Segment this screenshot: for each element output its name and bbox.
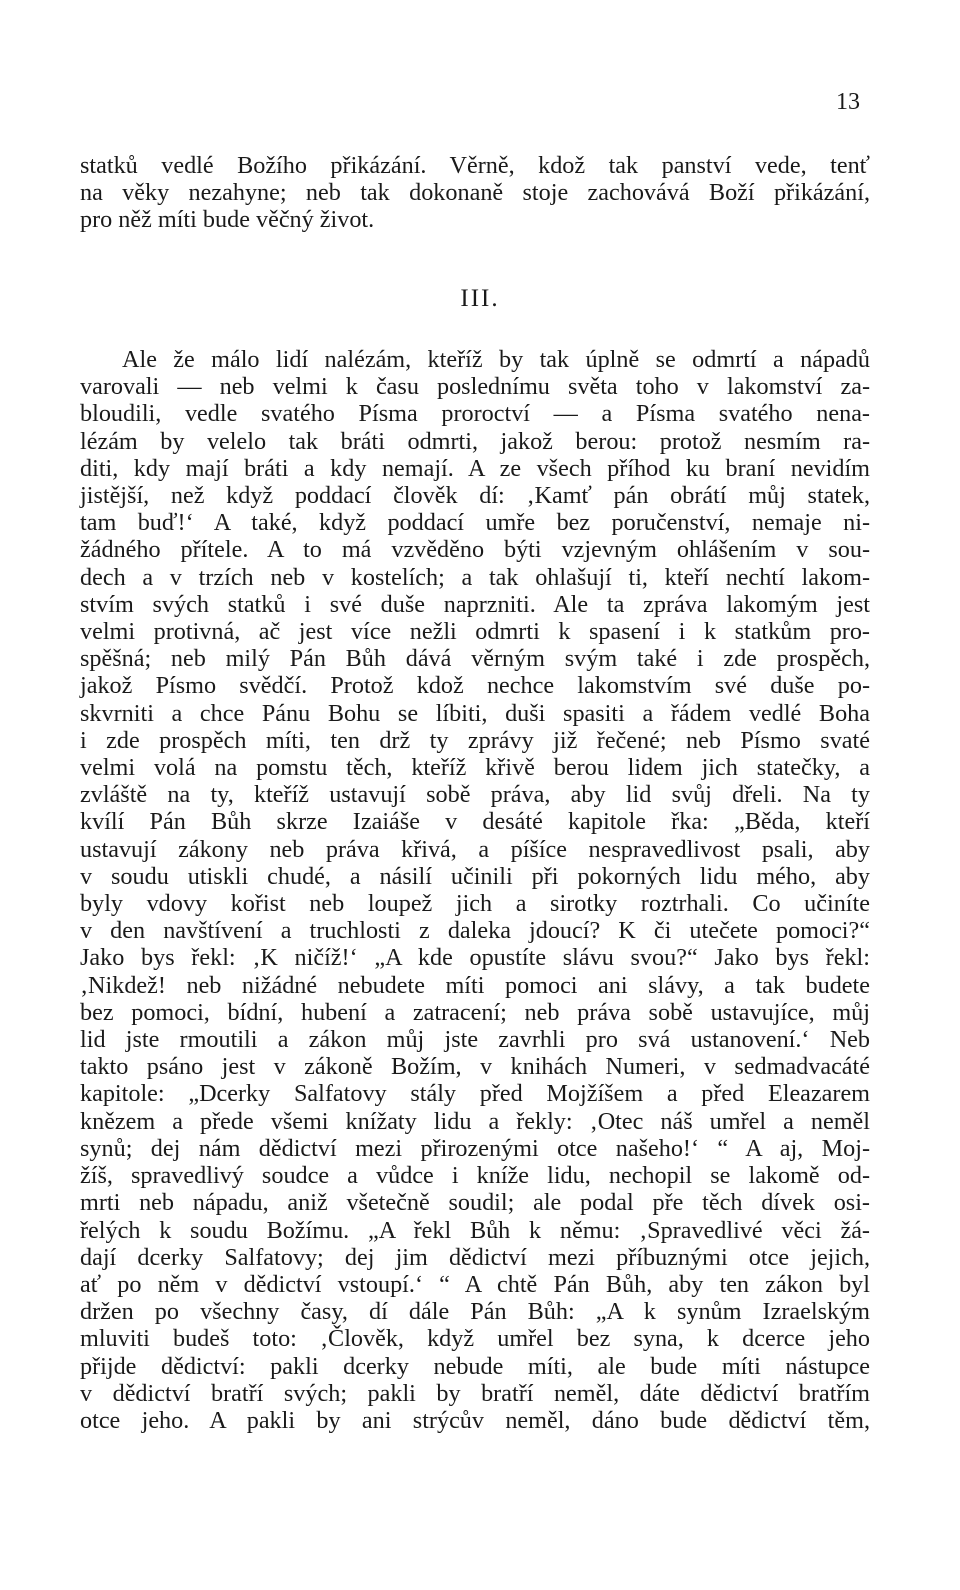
text-line: i zde prospěch míti, ten drž ty zprávy již řečené; neb Písmo svaté [80,726,870,754]
text-line: na věky nezahyne; neb tak dokonaně stoje zachovává Boží přikázání, [80,179,870,207]
text-line: zvláště na ty, kteříž ustavují sobě práva, aby lid svůj dřeli. Na ty [80,781,870,809]
text-line: pro něž míti bude věčný život. [80,206,375,234]
intro-paragraph [80,152,870,234]
text-line: varovali — neb velmi k času poslednímu světa toho v lakomství za- [80,373,870,401]
text-line: mluviti budeš toto: ‚Člověk, když umřel bez syna, k dcerce jeho [80,1325,870,1353]
text-line: Ale že málo lidí nalézám, kteříž by tak úplně se odmrtí a nápadů [122,346,870,373]
text-line: byly vdovy kořist neb loupež jich a sirotky roztrhali. Co učiníte [80,890,870,918]
text-line: spěšná; neb milý Pán Bůh dává věrným svým také i zde prospěch, [80,645,870,673]
text-line: jakož Písmo svědčí. Protož kdož nechce lakomstvím své duše po- [80,672,870,700]
text-line: kvílí Pán Bůh skrze Izaiáše v desáté kapitole řka: „Běda, kteří [80,808,870,836]
text-line: dech a v trzích neb v kostelích; a tak ohlašují ti, kteří nechtí lakom- [80,563,870,591]
text-line: v dědictví bratří svých; pakli by bratří neměl, dáte dědictví bratřím [80,1379,870,1407]
text-line: ‚Nikdež! neb nižádné nebudete míti pomoci ani slávy, a tak budete [80,971,870,999]
text-line: skvrniti a chce Pánu Bohu se líbiti, duši spasiti a řádem vedlé Boha [80,699,870,727]
text-line: lid jste rmoutili a zákon můj jste zavrhli pro svá ustanovení.‘ Neb [80,1026,870,1054]
text-line: velmi protivná, ač jest více nežli odmrti k spasení i k statkům pro- [80,618,870,646]
text-line: takto psáno jest v zákoně Božím, v knihách Numeri, v sedmadvacáté [80,1053,870,1081]
text-line: diti, kdy mají bráti a kdy nemají. A ze všech příhod ku braní nevidím [80,454,870,482]
page-number: 13 [836,89,860,115]
text-line: ať po něm v dědictví vstoupí.‘ “ A chtě Pán Bůh, aby ten zákon byl [80,1270,870,1298]
text-line: otce jeho. A pakli by ani strýcův neměl, dáno bude dědictví těm, [80,1406,870,1434]
text-line: držen po všechny časy, dí dále Pán Bůh: „A k synům Izraelským [80,1298,870,1326]
text-line: stvím svých statků i své duše naprzniti. Ale ta zpráva lakomým jest [80,590,870,618]
text-line: dají dcerky Salfatovy; dej jim dědictví mezi příbuznými otce jejich, [80,1243,870,1271]
text-line: lézám by velelo tak bráti odmrti, jakož berou: protož nesmím ra- [80,427,870,455]
text-line: v soudu utiskli chudé, a násilí učinili při pokorných lidu mého, aby [80,862,870,890]
text-line: v den navštívení a truchlosti z daleka jdoucí? K či utečete pomoci?“ [80,917,870,945]
text-line: bez pomoci, bídní, hubení a zatracení; neb práva sobě ustavujíce, můj [80,998,870,1026]
text-line: tam buď!‘ A také, když poddací umře bez poručenství, nemaje ni- [80,509,870,537]
main-paragraph [80,346,870,1434]
text-line: statků vedlé Božího přikázání. Věrně, kdož tak panství vede, tenť [80,152,870,179]
text-line: Jako bys řekl: ‚K ničíž!‘ „A kde opustíte slávu svou?“ Jako bys řekl: [80,944,870,972]
text-line: přijde dědictví: pakli dcerky nebude míti, ale bude míti nástupce [80,1352,870,1380]
text-line: žádného přítele. A to má vzvěděno býti vzjevným ohlášením v sou- [80,536,870,564]
text-line: bloudili, vedle svatého Písma proroctví — a Písma svatého nena- [80,400,870,428]
text-line: synů; dej nám dědictví mezi přirozenými otce našeho!‘ “ A aj, Moj- [80,1134,870,1162]
section-heading: III. [460,285,500,312]
text-line: řelých k soudu Božímu. „A řekl Bůh k němu: ‚Spravedlivé věci žá- [80,1216,870,1244]
text-line: velmi volá na pomstu těch, kteříž křivě berou lidem jich statečky, a [80,754,870,782]
text-line: kapitole: „Dcerky Salfatovy stály před Mojžíšem a před Eleazarem [80,1080,870,1108]
text-line: ustavují zákony neb práva křivá, a píšíce nespravedlivost psali, aby [80,835,870,863]
text-line: jistější, než když poddací člověk dí: ‚Kamť pán obrátí můj statek, [80,482,870,510]
text-line: mrti neb nápadu, aniž všetečně soudil; ale podal pře těch dívek osi- [80,1189,870,1217]
text-line: knězem a přede všemi knížaty lidu a řekly: ‚Otec náš umřel a neměl [80,1107,870,1135]
text-line: žíš, spravedlivý soudce a vůdce i kníže lidu, nechopil se lakomě od- [80,1162,870,1190]
